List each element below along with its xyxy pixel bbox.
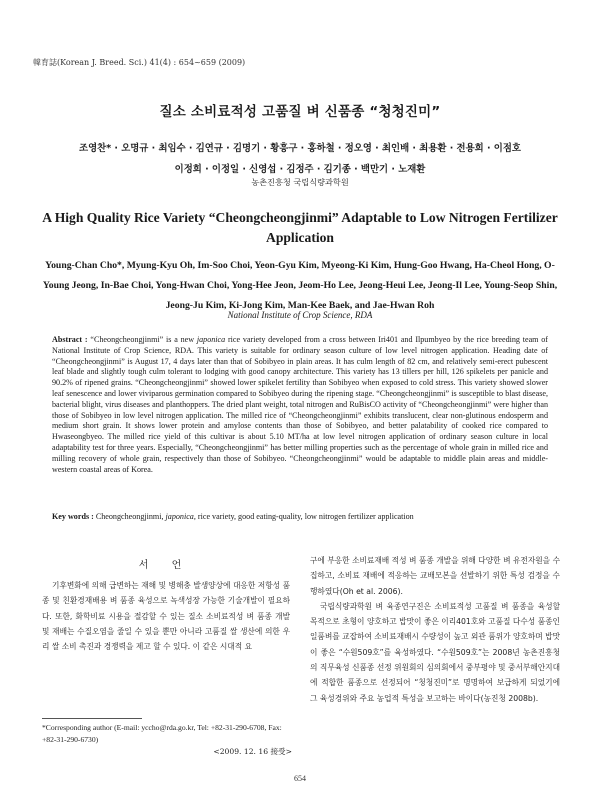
keywords-text-part-1: Cheongcheongjinmi, <box>93 512 166 521</box>
right-paragraph-2: 국립식량과학원 벼 육종연구진은 소비료적성 고품질 벼 품종을 육성할 목적으로 초형이 양호하고 밥맛이 좋은 이리401호와 고품질 다수성 품종인 일품벼를 교잡하여 소비료재배시 수량성이 높고 외관 품위가 양호하며 밥맛이 좋은 “수원509호”를 육성하였다. “수원509호”는 2008년 농촌진흥청의 직무육성 신품종 선정 위원회의 심의회에서 중부평야 및 중서부해안지대에 적합한 품종으로 선정되어 “청청진미”로 명명하여 보급하게 되었기에 그 육성경위와 주요 농업적 특성을 보고하는 바이다(농진청 2008b). <box>310 601 560 703</box>
left-column-body <box>42 578 290 654</box>
english-authors: Young-Chan Cho*, Myung-Kyu Oh, Im-Soo Choi, Yeon-Gyu Kim, Myeong-Ki Kim, Hung-Goo Hwang, Ha-Cheol Hong, O-Young Jeong, In-Bae Choi, Yong-Hwan Choi, Yong-Hee Jeon, Jeom-Ho Lee, Jeong-Heui Lee, Jeong-Il Lee, Young-Seop Shin, Jeong-Ju Kim, Ki-Jong Kim, Man-Kee Baek, and Jae-Hwan Roh <box>42 260 558 311</box>
keywords-label: Key words : <box>52 512 94 521</box>
keywords-italic-word: japonica <box>165 512 194 521</box>
journal-header: 韓育誌(Korean J. Breed. Sci.) 41(4) : 654~659 (2009) <box>33 58 246 67</box>
korean-authors-line-1: 조영찬* · 오명규 · 최임수 · 김연규 · 김명기 · 황흥구 · 홍하철 · 정오영 · 최인배 · 최용환 · 전용희 · 이점호 <box>79 143 521 154</box>
abstract <box>52 335 548 475</box>
korean-authors-line-2: 이정희 · 이정일 · 신영섭 · 김정주 · 김기종 · 백만기 · 노재환 <box>174 164 426 175</box>
section-title-introduction: 서 언 <box>138 560 192 571</box>
korean-title: 질소 소비료적성 고품질 벼 신품종 “청청진미” <box>159 104 441 120</box>
english-title: A High Quality Rice Variety “Cheongcheongjinmi” Adaptable to Low Nitrogen Fertilizer Application <box>42 210 558 245</box>
right-paragraph-1: 구에 부응한 소비료재배 적성 벼 품종 개발을 위해 다양한 벼 유전자원을 수집하고, 소비료 재배에 적응하는 교배모본을 선발하기 위한 특성 검정을 수행하였다(Oh et al. 2006). <box>310 556 560 596</box>
received-date: <2009. 12. 16 接受> <box>213 747 292 756</box>
korean-authors <box>40 138 560 180</box>
keywords <box>52 512 548 521</box>
page-number: 654 <box>294 774 306 783</box>
abstract-text-part-2: rice variety developed from a cross between Iri401 and Ilpumbyeo by the rice breeding team of National Institute of Crop Science, RDA. This variety is suitable for ordinary season culture of low level nitrogen application. Heading date of “Cheongcheongjinmi” is August 17, 4 days later than that of Sobibyeo in plain areas. It has culm length of 82 cm, and relatively semi-erect pubescent leaf blade and slightly tough culm tolerant to lodging with good canopy architecture. This variety has 13 tillers per hill, 126 spikelets per panicle and 90.2% of ripened grains. “Cheongcheongjinmi” showed lower spikelet fertility than Sobibyeo when exposed to cold stress. This variety showed slower leaf senescence and lower viviparous germination compared to Sobibyeo during the ripening stage. “Cheongcheongjinmi” is susceptible to blast disease, bacterial blight, virus diseases and planthoppers. The dried plant weight, total nitrogen and RuBisCO activity of “Cheongcheongjinmi” were higher than those of Sobibyeo in low level nitrogen application. The milled rice of “Cheongcheongjinmi” exhibits translucent, clear non-glutinous endosperm and medium short grain. It shows lower protein and amylose contents than those of Sobibyeo, and better palatability of cooked rice compared to Hwaseongbyeo. The milled rice yield of this cultivar is about 5.10 MT/ha at low level nitrogen application of ordinary season culture in local adaptability test for three years. Especially, “Cheongcheongjinmi” has better milling properties such as the percentage of whole grain in milled rice and milling recovery of whole grain, respectively than those of Sobibyeo. “Cheongcheongjinmi” would be adaptable to middle plain areas and middle-western coastal areas of Korea. <box>52 335 549 474</box>
english-institute: National Institute of Crop Science, RDA <box>227 310 373 320</box>
korean-institute: 농촌진흥청 국립식량과학원 <box>251 177 349 187</box>
corresponding-author-footnote: *Corresponding author (E-mail: yccho@rda.go.kr, Tel: +82-31-290-6708, Fax: +82-31-290-6730) <box>42 723 282 744</box>
abstract-text-part-1: “Cheongcheongjinmi” is a new <box>87 335 197 344</box>
abstract-italic-word: japonica <box>196 335 226 344</box>
keywords-text-part-2: , rice variety, good eating-quality, low nitrogen fertilizer application <box>193 512 414 521</box>
abstract-label: Abstract : <box>52 335 88 344</box>
footnote-divider <box>42 718 142 719</box>
right-column-body <box>310 553 560 706</box>
left-paragraph-1: 기후변화에 의해 급변하는 재해 및 병해충 발생양상에 대응한 저항성 품종 및 친환경재배용 벼 품종 육성으로 녹색성장 가능한 기술개발이 필요하다. 또한, 화학비료 시용을 절감할 수 있는 질소 소비료적성 벼 품종 개발 및 재배는 수질오염을 줄일 수 있을 뿐만 아니라 고품질 쌀 생산에 의한 우리 쌀 소비 촉진과 경쟁력을 제고 할 수 있다. 이 같은 시대적 요 <box>42 581 290 652</box>
